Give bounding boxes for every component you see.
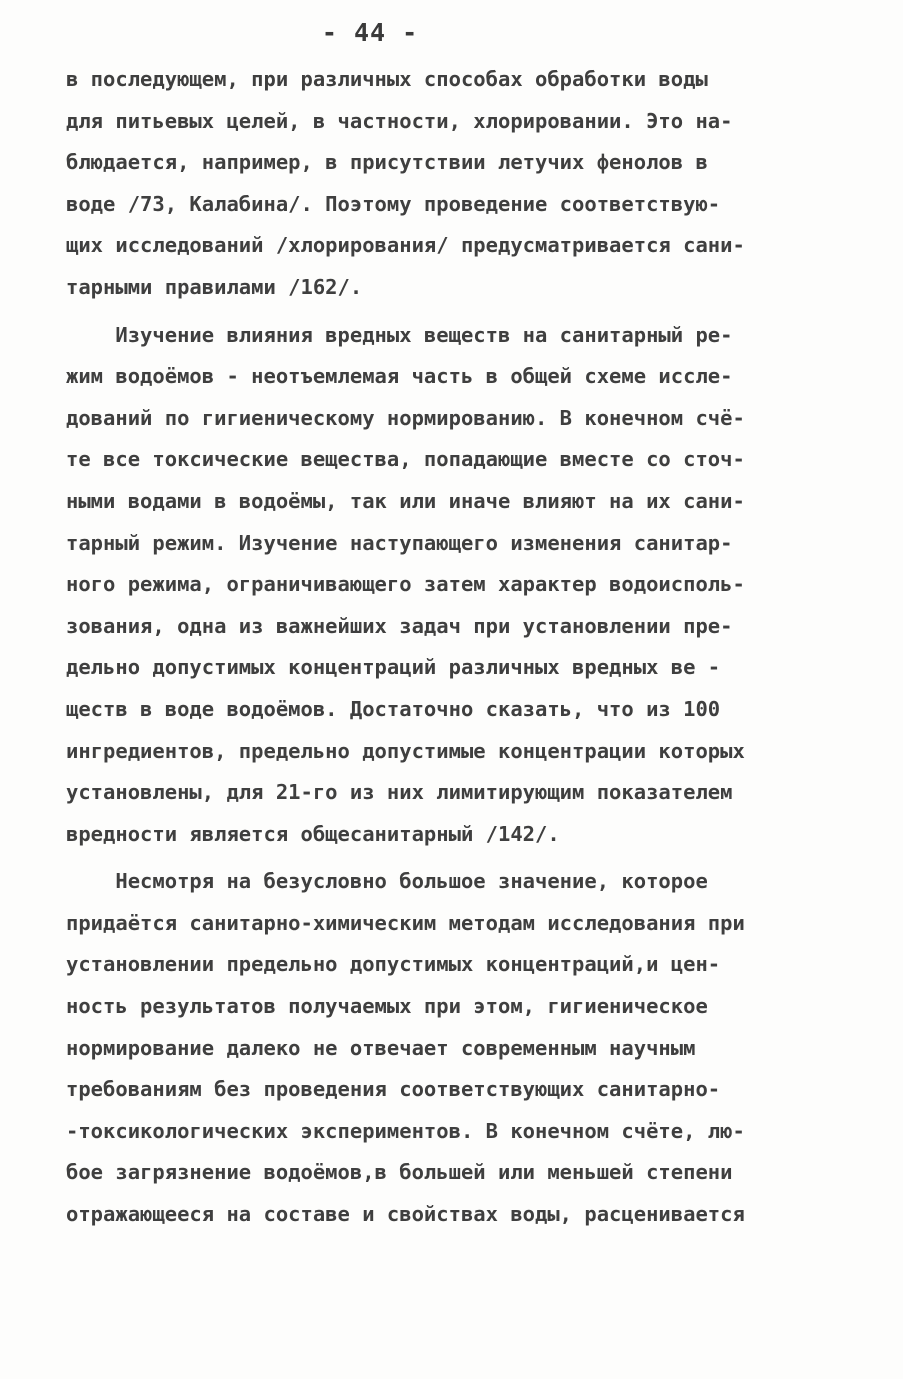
text-line: для питьевых целей, в частности, хлорировании. Это на- [66, 108, 733, 133]
text-line: ность результатов получаемых при этом, гигиеническое [66, 994, 708, 1019]
text-line: требованиям без проведения соответствующих санитарно- [66, 1077, 721, 1102]
text-line: зования, одна из важнейших задач при установлении пре- [66, 613, 733, 638]
paragraph-3 [66, 861, 856, 1235]
text-line: нормирование далеко не отвечает современным научным [66, 1035, 696, 1060]
text-line: установлении предельно допустимых концентраций,и цен- [66, 952, 721, 977]
paragraph-1 [66, 59, 856, 309]
body-text [66, 59, 856, 1236]
paragraph-2 [66, 315, 856, 856]
text-line: тарный режим. Изучение наступающего изменения санитар- [66, 530, 733, 555]
page-number: - 44 - [321, 18, 419, 47]
text-line: жим водоёмов - неотъемлемая часть в общей схеме иссле- [66, 364, 733, 389]
text-line: ными водами в водоёмы, так или иначе влияют на их сани- [66, 488, 745, 513]
text-line: бое загрязнение водоёмов,в большей или меньшей степени [66, 1160, 733, 1185]
text-line: блюдается, например, в присутствии летучих фенолов в [66, 150, 708, 175]
text-line: установлены, для 21-го из них лимитирующим показателем [66, 780, 733, 805]
text-line: щих исследований /хлорирования/ предусматривается сани- [66, 233, 745, 258]
text-line: придаётся санитарно-химическим методам исследования при [66, 910, 745, 935]
text-line: ингредиентов, предельно допустимые концентрации которых [66, 738, 745, 763]
text-line: тарными правилами /162/. [66, 274, 363, 299]
text-line: ного режима, ограничивающего затем характер водоисполь- [66, 572, 745, 597]
text-line: -токсикологических экспериментов. В конечном счёте, лю- [66, 1118, 745, 1143]
text-line: Изучение влияния вредных веществ на санитарный ре- [66, 322, 733, 347]
text-line: отражающееся на составе и свойствах воды, расценивается [66, 1202, 745, 1227]
text-line: ществ в воде водоёмов. Достаточно сказать, что из 100 [66, 696, 721, 721]
text-line: Несмотря на безусловно большое значение, которое [66, 869, 708, 894]
text-line: те все токсические вещества, попадающие вместе со сточ- [66, 447, 745, 472]
text-line: воде /73, Калабина/. Поэтому проведение соответствую- [66, 191, 721, 216]
text-line: вредности является общесанитарный /142/. [66, 821, 560, 846]
text-line: дельно допустимых концентраций различных вредных ве - [66, 655, 721, 680]
text-line: в последующем, при различных способах обработки воды [66, 67, 708, 91]
text-line: дований по гигиеническому нормированию. В конечном счё- [66, 405, 745, 430]
